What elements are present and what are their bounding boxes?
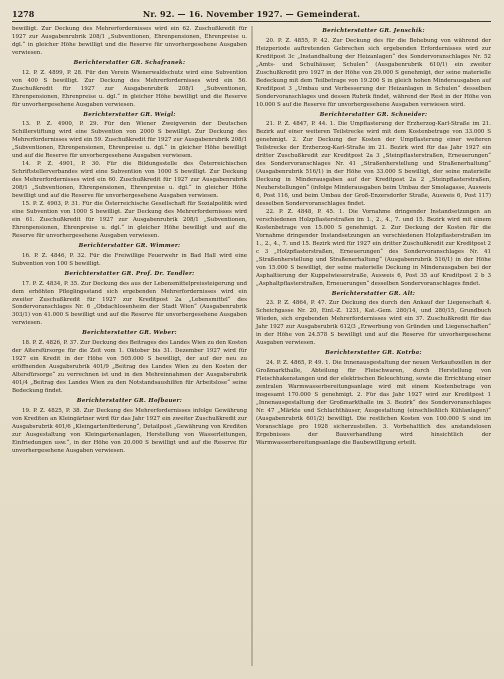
reporter-heading: Berichterstatter GR. Prof. Dr. Tandler:	[64, 270, 195, 277]
right-column	[256, 26, 491, 456]
paragraph: 16. P. Z. 4846, P. 32. Für die Freiwillige Feuerwehr in Bad Hall wird eine Subvention von 100 S bewilligt.	[12, 252, 247, 267]
page-number: 1278	[12, 9, 35, 19]
paragraph: 13. P. Z. 4900, P. 29. Für den Wiener Zweigverein der Deutschen Schillerstiftung wird eine Subvention von 2000 S bewilligt. Zur Deckung des Mehrerfordernisses wird ein 59. Zuschußkredit für 1927 zur Ausgabenrubrik 208/1 „Subventionen, Ehrenpensionen, Ehrenpreise u. dgl.“ in gleicher Höhe bewilligt und auf die Reserve für unvorhergesehene Ausgaben verwiesen.	[12, 121, 247, 160]
page-running-title: Nr. 92. — 16. November 1927. — Gemeinderat.	[142, 9, 361, 19]
reporter-heading: Berichterstatter GR. Hofbauer:	[76, 397, 183, 404]
paragraph: 18. P. Z. 4826, P. 37. Zur Deckung des Beitrages des Landes Wien zu den Kosten der Altersfürsorge für die Zeit vom 1. Oktober bis 31. Dezember 1927 wird für 1927 ein Kredit in der Höhe von 505.000 S bewilligt, der auf der neu zu eröffnenden Ausgabsrubrik 401/9 „Beitrag des Landes Wien zu den Kosten der Altersfürsorge“ zu verrechnen ist und in den Mehreinnahmen der Ausgabsrubrik 401/4 „Beitrag des Landes Wien zu den Notstandsaushilfen für Arbeitslose“ seine Bedeckung findet.	[12, 340, 247, 394]
reporter-heading: Berichterstatter GR. Wimmer:	[78, 242, 181, 249]
paragraph: 17. P. Z. 4834, P. 35. Zur Deckung des aus der Lebensmittelpreissteigerung und dem erhöhten Pfleglingsstand sich ergebenden Mehrerfordernisses wird ein zweiter Zuschußkredit für 1927 zur Kreditpost 2a „Lebensmittel“ des Sondervoranschlages Nr. 6 „Obdachlosenheim der Stadt Wien“ (Ausgabenrubrik 303/1) von 41.000 S bewilligt und auf die Reserve für unvorhergesehene Ausgaben verwiesen.	[12, 280, 247, 327]
paragraph: 23. P. Z. 4864, P. 47. Zur Deckung des durch den Ankauf der Liegenschaft 4. Scheichgasse Nr. 20, Einl.-Z. 1231, Kat.-Gem. 280/14, und 280/15, Grundbuch Wieden, sich ergebenden Mehrerfordernisses wird ein 37. Zuschußkredit für das Jahr 1927 zur Ausgabsrubrik 612/3 „Erwerbung von Gründen und Liegenschaften“ in der Höhe von 24.578 S bewilligt und auf die Reserve für unvorhergesehene Ausgaben verwiesen.	[256, 300, 491, 347]
reporter-heading: Berichterstatter GR. Schafranek:	[73, 59, 186, 66]
header-rule	[12, 21, 491, 22]
paragraph: 20. P. Z. 4855, P. 42. Zur Deckung des für die Behebung von während der Heizperiode auftretenden Gebrechen sich ergebenden Erfordernisses wird zur Kreditpost 3c „Instandhaltung der Heizanlagen“ des Sondervoranschlages Nr. 52 „Amts- und Schulhäuser, Schulen“ (Ausgabenrubrik 610/1) ein zweiter Zuschußkredit pro 1927 in der Höhe von 29.000 S genehmigt, der seine materielle Bedeckung mit dem Teilbetrage von 19.200 S in gleich hohen Minderausgaben auf Kreditpost 3 „Umbau und Verbesserung der Heizanlagen in Schulen“ desselben Sondervoranschlages und dessen Rubrik findet, während der Rest in der Höhe von 10.000 S auf die Reserve für unvorhergesehene Ausgaben verwiesen wird.	[256, 37, 491, 108]
reporter-heading: Berichterstatter GR. Schneider:	[319, 111, 428, 118]
reporter-heading: Berichterstatter GR. Weber:	[82, 330, 177, 337]
page-header	[12, 8, 491, 20]
paragraph: 21. P. Z. 4847, P. 44. 1. Die Umpflasterung der Erzherzog-Karl-Straße im 21. Bezirk auf einer weiteren Teilstrecke wird mit dem Kostenbetrage von 33.000 S genehmigt. 2. Zur Deckung der Kosten der Umpflasterung einer weiteren Teilstrecke der Erzherzog-Karl-Straße im 21. Bezirk wird für das Jahr 1927 ein dritter Zuschußkredit zur Kreditpost 2a 3 „Steinpflasterstraßen, Erneuerungen“ des Sondervoranschlages Nr. 41 „Straßenherstellung und Straßenerhaltung“ (Ausgabenrubrik 516/1) in der Höhe von 33.000 S bewilligt, der seine materielle Deckung in Minderausgaben auf der Kreditpost 2a 2 „Steinpflasterstraßen, Neuherstellungen“ (infolge Minderausgaben beim Umbau der Smolagasse, Ausweis 6, Post 116, und beim Umbau der Groß-Enzersdorfer Straße, Ausweis 6, Post 117) desselben Sondervoranschlages findet.	[256, 121, 491, 208]
paragraph: 22. P. Z. 4848, P. 45. 1. Die Vornahme dringender Instandsetzungen an verschiedenen Holzpflasterstraßen im 1., 2., 4., 7. und 15. Bezirk wird mit einem Kostenbetrage von 15.000 S genehmigt. 2. Zur Deckung der Kosten für die Vornahme dringender Instandsetzungen an verschiedenen Holzpflasterstraßen im 1., 2., 4., 7. und 15. Bezirk wird für 1927 ein dritter Zuschußkredit zur Kreditpost 2 c 3 „Holzpflasterstraßen, Erneuerungen“ des Sondervoranschlages Nr. 41 „Straßenherstellung und Straßenerhaltung“ (Ausgabenrubrik 516/1) in der Höhe von 15.000 S bewilligt, der seine materielle Deckung in Minderausgaben bei der Asphaltierung der Kuppelwieserstraße, Ausweis 6, Post 35 auf Kreditpost 2 b 3 „Asphaltpflasterstraßen, Erneuerungen“ desselben Sondervoranschlages findet.	[256, 208, 491, 287]
reporter-heading: Berichterstatter GR. Jenschik:	[322, 28, 425, 34]
paragraph: 14. P. Z. 4901, P. 30. Für die Bildungsstelle des Österreichischen Schriftstellerverbandes wird eine Subvention von 1000 S bewilligt. Zur Deckung des Mehrerfordernisses wird ein 60. Zuschußkredit für 1927 zur Ausgabenrubrik 208/1 „Subventionen, Ehrenpensionen, Ehrenpreise u. dgl.“ in gleicher Höhe bewilligt und auf die Reserve für unvorhergesehene Ausgaben verwiesen.	[12, 161, 247, 200]
text-columns	[12, 26, 491, 456]
paragraph: 12. P. Z. 4899, P. 28. Für den Verein Wienerwaldschutz wird eine Subvention von 400 S bewilligt. Zur Deckung des Mehrerfordernisses wird ein 56. Zuschußkredit für 1927 zur Ausgabenrubrik 208/1 „Subventionen, Ehrenpensionen, Ehrenpreise u. dgl.“ in gleicher Höhe bewilligt und die Reserve für unvorhergesehene Ausgaben verwiesen.	[12, 69, 247, 108]
paragraph: 24. P. Z. 4865, P. 49. 1. Die Innenausgestaltung der neuen Verkaufszellen in der Großmarkthalle, Abteilung für Fleischwaren, durch Herstellung von Fleischhakenstangen und der elektrischen Beleuchtung, sowie die Errichtung einer zentralen Warmwasserbereitungsanlage wird mit einem Kostenbetrage von insgesamt 170.000 S genehmigt. 2. Für das Jahr 1927 wird zur Kreditpost 1 „Innenausgestaltung der Großmarkthalle im 3. Bezirk“ des Sondervoranschlages Nr. 47 „Märkte und Schlachthäuser, Ausgestaltung (einschließlich Kühlanlagen)“ (Ausgabenrubrik 601/2) bewilligt. Die restlichen Kosten von 100.000 S sind im Voranschlage pro 1928 sicherzustellen. 3. Vorbehaltlich des anstandslosen Ergebnisses der Bauverhandlung wird hinsichtlich der Warmwasserbereitungsanlage die Baubewilligung erteilt.	[256, 360, 491, 446]
reporter-heading: Berichterstatter GR. Kotrba:	[325, 350, 422, 357]
paragraph: bewilligt. Zur Deckung des Mehrerfordernisses wird ein 62. Zuschußkredit für 1927 zur Ausgabenrubrik 208/1 „Subventionen, Ehrenpensionen, Ehrenpreise u. dgl.“ in gleicher Höhe bewilligt und die Reserve für unvorhergesehene Ausgaben verwiesen.	[12, 26, 247, 56]
paragraph: 19. P. Z. 4825, P. 38. Zur Deckung des Mehrerfordernisses infolge Gewährung von Krediten an Kleingärtner wird für das Jahr 1927 ein zweiter Zuschußkredit zur Ausgabsrubrik 401/6 „Kleingartenförderung“, Detailpost „Gewährung von Krediten zur Ausgestaltung von Kleingartenanlagen, Herstellung von Wasserleitungen, Einfriedungen usw.“, in der Höhe von 20.000 S bewilligt und auf die Reserve für unvorhergesehene Ausgaben verwiesen.	[12, 407, 247, 454]
column-divider	[251, 26, 252, 666]
reporter-heading: Berichterstatter GR. Weigl:	[83, 111, 176, 118]
reporter-heading: Berichterstatter GR. Alt:	[331, 290, 416, 297]
left-column	[12, 26, 247, 456]
paragraph: 15. P. Z. 4903, P. 31. Für die Österreichische Gesellschaft für Sozialpolitik wird eine Subvention von 1000 S bewilligt. Zur Deckung des Mehrerfordernisses wird ein 61. Zuschußkredit für 1927 zur Ausgabenrubrik 208/1 „Subventionen, Ehrenpensionen, Ehrenpreise u. dgl.“ in gleicher Höhe bewilligt und auf die Reserve für unvorhergesehene Ausgaben verwiesen.	[12, 201, 247, 239]
